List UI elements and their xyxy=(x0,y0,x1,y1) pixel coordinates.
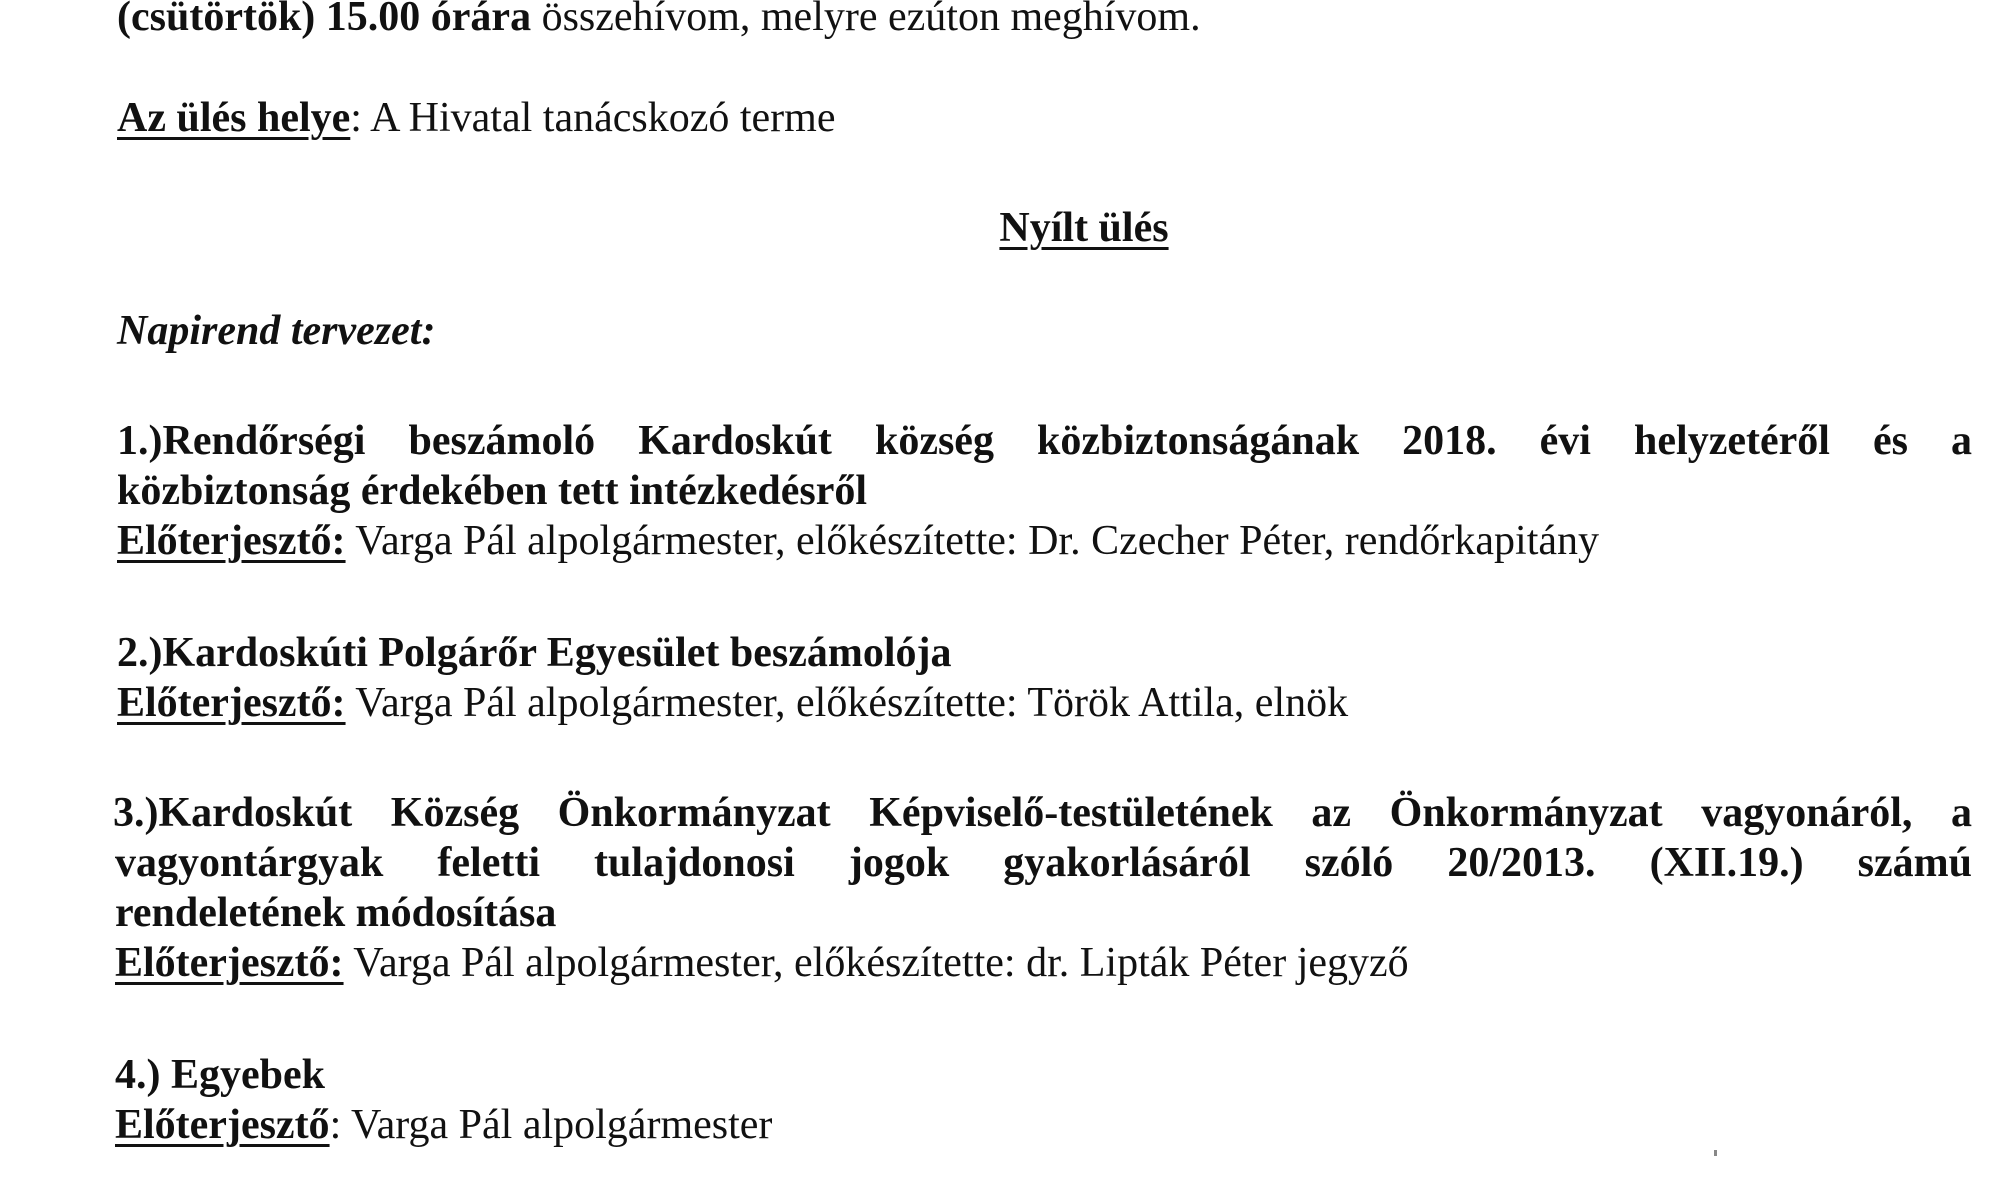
intro-line xyxy=(117,0,1201,42)
presenter-label-colon: : xyxy=(329,1102,342,1148)
agenda-item-2-presenter xyxy=(117,678,1348,728)
agenda-item-4-title: 4.) Egyebek xyxy=(115,1052,325,1098)
presenter-label-main: Előterjesztő xyxy=(115,1102,330,1148)
agenda-item-3-title-line-2: vagyontárgyak feletti tulajdonosi jogok gyakorlásáról szóló 20/2013. (XII.19.) számú xyxy=(115,840,1972,886)
agenda-item-1-presenter xyxy=(117,516,1599,566)
session-heading-text: Nyílt ülés xyxy=(999,205,1169,251)
location-label: Az ülés helye xyxy=(117,95,351,141)
agenda-item-4-presenter xyxy=(115,1100,772,1150)
agenda-title: Napirend tervezet: xyxy=(117,308,436,354)
intro-text: összehívom, melyre ezúton meghívom. xyxy=(531,0,1201,40)
agenda-item-1-title-line-2: közbiztonság érdekében tett intézkedésről xyxy=(117,468,868,514)
presenter-label: Előterjesztő: xyxy=(115,940,344,986)
location-sep: : xyxy=(350,95,362,141)
presenter-text: Varga Pál alpolgármester, előkészítette: Dr. Czecher Péter, rendőrkapitány xyxy=(345,518,1600,564)
agenda-item-3-title-line-1: 3.)Kardoskút Község Önkormányzat Képviselő-testületének az Önkormányzat vagyonáról, a xyxy=(113,790,1972,836)
presenter-label: Előterjesztő: xyxy=(117,680,346,726)
agenda-item-3-presenter xyxy=(115,938,1409,988)
agenda-item-3-title-line-3: rendeletének módosítása xyxy=(115,890,557,936)
presenter-text: Varga Pál alpolgármester xyxy=(341,1102,773,1148)
presenter-text: Varga Pál alpolgármester, előkészítette: Török Attila, elnök xyxy=(345,680,1349,726)
session-heading xyxy=(84,203,2000,253)
location-line xyxy=(117,93,835,143)
presenter-label: Előterjesztő: xyxy=(117,518,346,564)
agenda-item-1-title-line-1: 1.)Rendőrségi beszámoló Kardoskút község közbiztonságának 2018. évi helyzetéről és a xyxy=(117,418,1972,464)
agenda-item-2-title: 2.)Kardoskúti Polgárőr Egyesület beszámolója xyxy=(117,630,952,676)
presenter-text: Varga Pál alpolgármester, előkészítette: dr. Lipták Péter jegyző xyxy=(343,940,1409,986)
location-value: A Hivatal tanácskozó terme xyxy=(361,95,836,141)
intro-date-time: (csütörtök) 15.00 órára xyxy=(117,0,532,40)
scan-speck xyxy=(1714,1150,1717,1156)
